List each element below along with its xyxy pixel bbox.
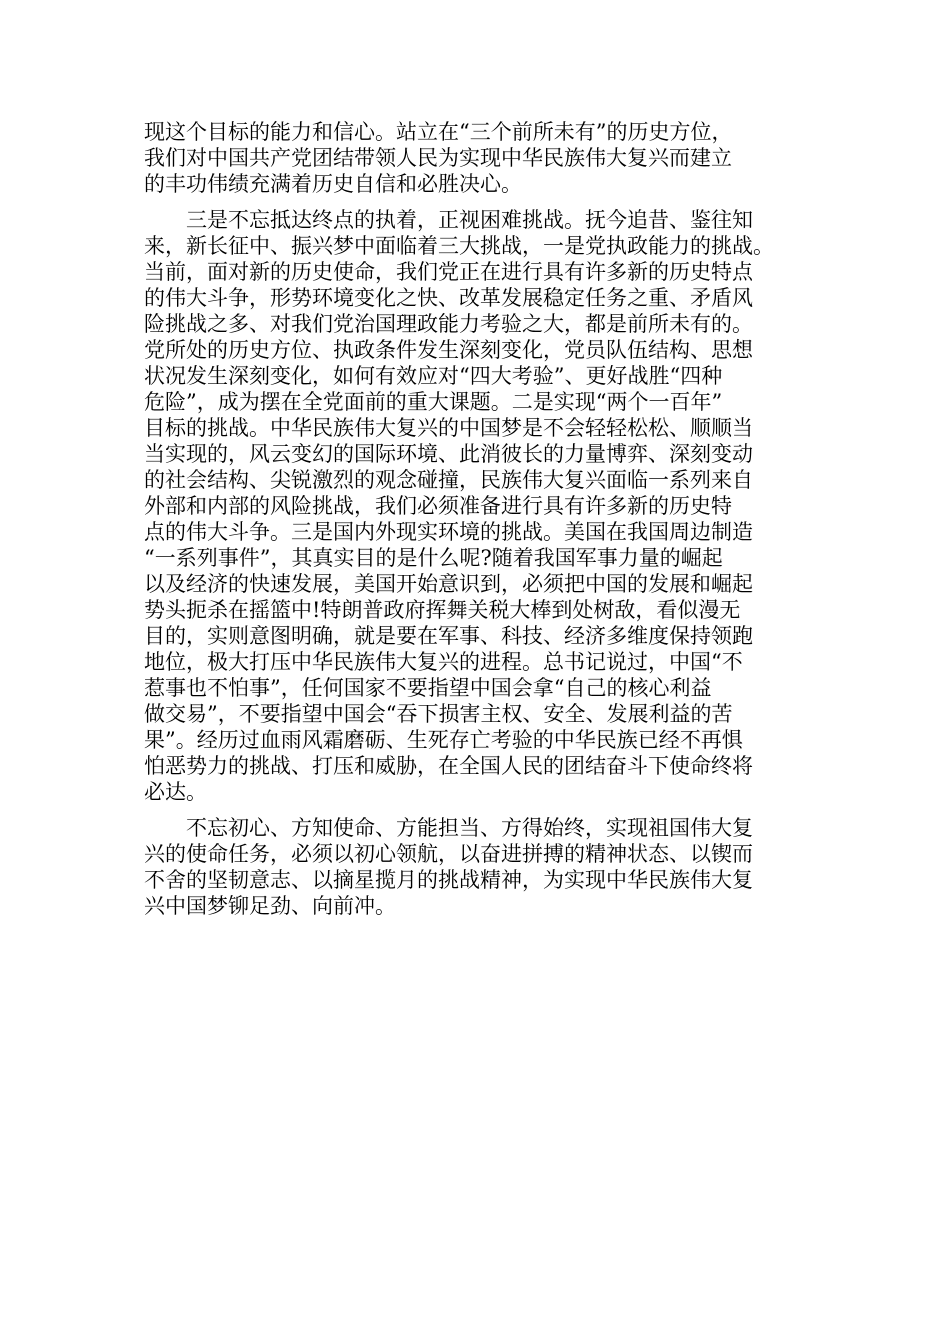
text-line: 外部和内部的风险挑战，我们必须准备进行具有许多新的历史特: [144, 494, 732, 518]
text-line: 目标的挑战。中华民族伟大复兴的中国梦是不会轻轻松松、顺顺当: [144, 416, 753, 440]
text-line: 怕恶势力的挑战、打压和威胁，在全国人民的团结奋斗下使命终将: [144, 754, 753, 778]
text-line: 不忘初心、方知使命、方能担当、方得始终，实现祖国伟大复: [144, 816, 753, 840]
text-line: 我们对中国共产党团结带领人民为实现中华民族伟大复兴而建立: [144, 146, 732, 170]
text-line: 以及经济的快速发展，美国开始意识到，必须把中国的发展和崛起: [144, 572, 753, 596]
text-line: 地位，极大打压中华民族伟大复兴的进程。总书记说过，中国“不: [144, 650, 743, 674]
text-line: 险挑战之多、对我们党治国理政能力考验之大，都是前所未有的。: [144, 312, 753, 336]
text-line: 做交易”，不要指望中国会“吞下损害主权、安全、发展利益的苦: [144, 702, 733, 726]
text-line: 兴中国梦铆足劲、向前冲。: [144, 894, 396, 918]
text-line: 的伟大斗争，形势环境变化之快、改革发展稳定任务之重、矛盾风: [144, 286, 753, 310]
text-line: 来，新长征中、振兴梦中面临着三大挑战，一是党执政能力的挑战。: [144, 234, 774, 258]
paragraph-3: [144, 815, 808, 919]
text-line: 兴的使命任务，必须以初心领航，以奋进拼搏的精神状态、以锲而: [144, 842, 753, 866]
text-line: 目的，实则意图明确，就是要在军事、科技、经济多维度保持领跑: [144, 624, 753, 648]
paragraph-1: [144, 119, 808, 197]
paragraph-spacer: [144, 805, 808, 815]
text-line: 不舍的坚韧意志、以摘星揽月的挑战精神，为实现中华民族伟大复: [144, 868, 753, 892]
text-line: 党所处的历史方位、执政条件发生深刻变化，党员队伍结构、思想: [144, 338, 753, 362]
text-line: 危险”，成为摆在全党面前的重大课题。二是实现“两个一百年”: [144, 390, 723, 414]
text-line: 的丰功伟绩充满着历史自信和必胜决心。: [144, 172, 522, 196]
text-line: 的社会结构、尖锐激烈的观念碰撞，民族伟大复兴面临一系列来自: [144, 468, 753, 492]
text-line: 现这个目标的能力和信心。站立在“三个前所未有”的历史方位，: [144, 120, 733, 144]
text-line: 三是不忘抵达终点的执着，正视困难挑战。抚今追昔、鉴往知: [144, 208, 753, 232]
text-line: 当前，面对新的历史使命，我们党正在进行具有许多新的历史特点: [144, 260, 753, 284]
text-line: 果”。经历过血雨风霜磨砺、生死存亡考验的中华民族已经不再惧: [144, 728, 743, 752]
text-line: 状况发生深刻变化，如何有效应对“四大考验”、更好战胜“四种: [144, 364, 723, 388]
text-line: 当实现的，风云变幻的国际环境、此消彼长的力量博弈、深刻变动: [144, 442, 753, 466]
text-line: 惹事也不怕事”，任何国家不要指望中国会拿“自己的核心利益: [144, 676, 712, 700]
text-line: 势头扼杀在摇篮中!特朗普政府挥舞关税大棒到处树敌，看似漫无: [144, 598, 741, 622]
text-line: 点的伟大斗争。三是国内外现实环境的挑战。美国在我国周边制造: [144, 520, 753, 544]
paragraph-spacer: [144, 197, 808, 207]
document-body: [144, 119, 808, 919]
paragraph-2: [144, 207, 808, 805]
text-line: “一系列事件”，其真实目的是什么呢?随着我国军事力量的崛起: [144, 546, 723, 570]
text-line: 必达。: [144, 780, 207, 804]
